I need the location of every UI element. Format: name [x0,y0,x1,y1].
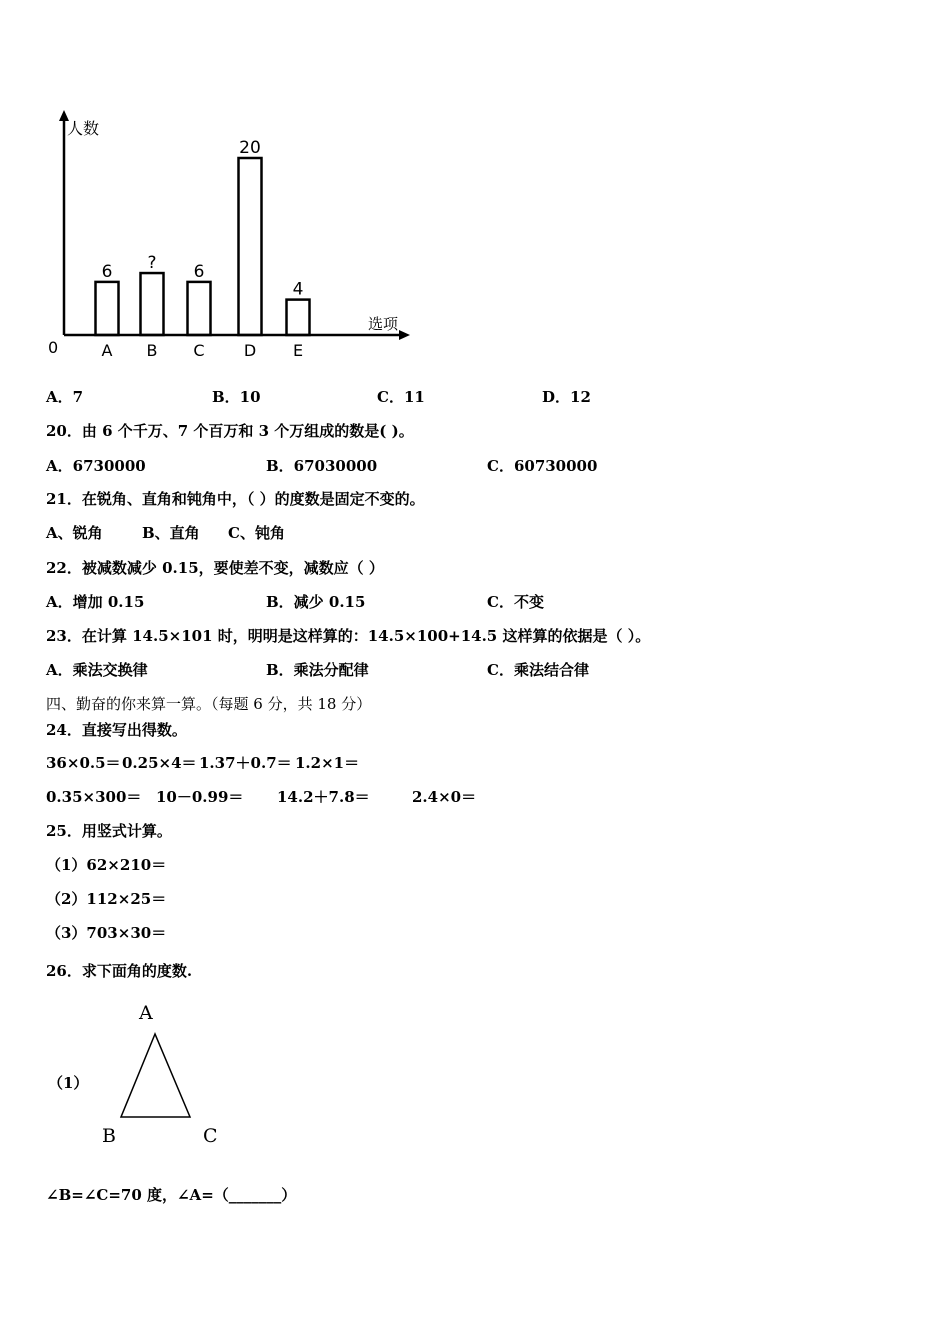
q22-option-c[interactable]: C．不变 [487,593,544,611]
q21-option-b[interactable]: B、直角 [142,524,200,542]
bar-e [287,300,310,335]
q24-expr: 1.2×1＝ [295,754,360,772]
q20-option-a[interactable]: A．6730000 [46,457,146,475]
bar-value-label: 20 [239,138,261,158]
q20-option-c[interactable]: C．60730000 [487,457,598,475]
q19-option-c[interactable]: C．11 [377,388,425,406]
q20-stem: 20．由 6 个千万、7 个百万和 3 个万组成的数是( )。 [46,422,414,440]
q22-stem: 22．被减数减少 0.15，要使差不变，减数应（ ） [46,559,384,577]
section-4-title: 四、勤奋的你来算一算。（每题 6 分，共 18 分） [46,695,372,713]
q24-stem: 24．直接写出得数。 [46,721,187,739]
q22-option-b[interactable]: B．减少 0.15 [266,593,366,611]
bar-chart [40,108,420,363]
q24-expr: 2.4×0＝ [412,788,477,806]
category-label: D [243,341,257,360]
bar-value-label: ? [147,253,157,274]
bar-b [141,273,164,335]
q19-option-a[interactable]: A．7 [46,388,84,406]
category-label: E [292,341,304,360]
q24-expr: 0.35×300＝ [46,788,142,806]
q26-stem: 26．求下面角的度数. [46,962,193,980]
bar-c [188,282,211,335]
q25-item-3: （3）703×30＝ [46,924,167,942]
q26-answer-line: ∠B=∠C=70 度，∠A=（_______） [46,1186,297,1204]
bar-value-label: 4 [292,279,304,300]
q23-option-a[interactable]: A．乘法交换律 [46,661,148,679]
bar-d [239,158,262,335]
q24-expr: 0.25×4＝ [122,754,197,772]
bar-value-label: 6 [193,261,205,282]
vertex-label-a: A [139,1002,153,1024]
q25-item-1: （1）62×210＝ [46,856,167,874]
q23-option-c[interactable]: C．乘法结合律 [487,661,589,679]
q24-expr: 10－0.99＝ [156,788,244,806]
q22-option-a[interactable]: A．增加 0.15 [46,593,145,611]
x-axis-label: 选项 [368,315,399,333]
triangle [121,1034,190,1117]
category-label: C [193,341,205,360]
vertex-label-b: B [102,1125,116,1147]
q21-option-a[interactable]: A、锐角 [46,524,103,542]
q25-item-2: （2）112×25＝ [46,890,167,908]
q21-stem: 21．在锐角、直角和钝角中，（ ）的度数是固定不变的。 [46,490,425,508]
q19-option-b[interactable]: B．10 [212,388,261,406]
q19-option-d[interactable]: D．12 [542,388,591,406]
q26-label: （1） [48,1074,89,1092]
q21-option-c[interactable]: C、钝角 [228,524,285,542]
q23-option-b[interactable]: B．乘法分配律 [266,661,369,679]
category-label: A [101,341,113,360]
y-axis-label: 人数 [67,119,100,138]
q20-option-b[interactable]: B．67030000 [266,457,378,475]
vertex-label-c: C [203,1125,218,1147]
q24-expr: 14.2＋7.8＝ [277,788,370,806]
x-axis-arrow [399,330,410,340]
q24-expr: 1.37＋0.7＝ [199,754,292,772]
bar-a [96,282,119,335]
q24-expr: 36×0.5＝ [46,754,121,772]
origin-label: 0 [48,338,59,357]
category-label: B [146,341,158,360]
q23-stem: 23．在计算 14.5×101 时，明明是这样算的：14.5×100+14.5 这样算的依据是（ ）。 [46,627,651,645]
triangle-figure [95,998,235,1148]
bar-value-label: 6 [101,261,113,282]
q25-stem: 25．用竖式计算。 [46,822,172,840]
